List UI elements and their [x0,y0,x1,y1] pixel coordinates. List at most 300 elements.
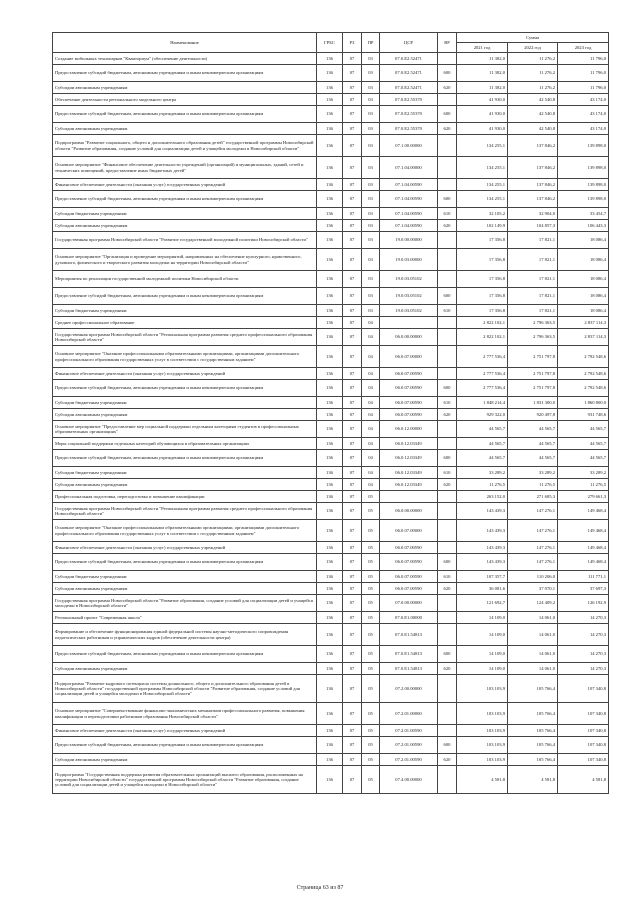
row-2022: 11 276,2 [508,65,558,82]
row-2021: 41 930,0 [457,106,508,123]
row-grbs: 136 [317,450,343,467]
row-grbs: 136 [317,380,343,397]
row-csr: 06.0.07.00000 [380,346,438,368]
table-row [53,663,609,675]
row-grbs: 136 [317,191,343,208]
row-2022: 105 766,4 [508,737,558,754]
row-2021: 107 357,7 [457,571,508,583]
row-rz: 07 [343,624,362,646]
row-name: Субсидии автономным учреждениям [53,754,317,766]
row-2022: 2 751 797,8 [508,380,558,397]
row-csr: 06.0.07.00590 [380,554,438,571]
table-row [53,646,609,663]
row-vr [438,675,457,703]
row-grbs: 136 [317,479,343,491]
table-row [53,491,609,503]
row-2021: 33 289,2 [457,467,508,479]
row-name: Предоставление субсидий бюджетным, автономным учреждениям и иным некоммерческим организациям [53,106,317,123]
row-2023: 18 086,4 [558,232,609,249]
row-2022: 137 846,2 [508,135,558,157]
row-csr: 07.0.00.00000 [380,595,438,612]
row-2023: 11 276,5 [558,479,609,491]
row-name: Предоставление субсидий бюджетным, автономным учреждениям и иным некоммерческим организациям [53,288,317,305]
row-name: Финансовое обеспечение деятельности (оказания услуг) государственных учреждений [53,368,317,380]
row-csr: 19.0.03.05102 [380,305,438,317]
row-2021: 11 382,0 [457,82,508,94]
row-2023: 2 837 114,3 [558,329,609,346]
table-row [53,675,609,703]
header-year-2022: 2022 год [508,43,558,53]
row-2021: 14 109,0 [457,663,508,675]
row-pr: 03 [362,208,380,220]
row-vr [438,725,457,737]
row-2022: 44 565,7 [508,421,558,438]
row-grbs: 136 [317,595,343,612]
row-pr: 05 [362,754,380,766]
row-2023: 44 565,7 [558,438,609,450]
row-csr: 06.0.07.00590 [380,542,438,554]
row-rz: 07 [343,467,362,479]
row-pr: 04 [362,397,380,409]
table-row [53,409,609,421]
row-2021: 143 439,3 [457,520,508,542]
row-name: Подпрограмма "Государственная поддержка развития образовательных организаций высшего образования, расположенных на территории Новосибирской области" государственной программы Новосибирской области "Развитие образования, создание условий для социализации детей и учащейся молодежи в Новосибирской области" [53,766,317,794]
row-rz: 07 [343,663,362,675]
table-row [53,612,609,624]
row-vr [438,317,457,329]
row-grbs: 136 [317,542,343,554]
row-vr: 600 [438,554,457,571]
row-pr: 03 [362,53,380,65]
row-grbs: 136 [317,646,343,663]
row-grbs: 136 [317,179,343,191]
row-pr: 03 [362,179,380,191]
row-vr: 600 [438,737,457,754]
row-vr [438,94,457,106]
row-pr: 04 [362,380,380,397]
row-rz: 07 [343,271,362,288]
row-pr: 05 [362,646,380,663]
row-csr: 07.0.E2.55370 [380,94,438,106]
row-name: Субсидии автономным учреждениям [53,479,317,491]
table-row [53,179,609,191]
row-vr [438,595,457,612]
row-vr [438,232,457,249]
row-2022: 2 796 363,5 [508,317,558,329]
row-vr [438,329,457,346]
row-pr: 05 [362,491,380,503]
row-name: Субсидии бюджетным учреждениям [53,397,317,409]
table-row [53,82,609,94]
row-pr: 03 [362,191,380,208]
table-row [53,232,609,249]
row-rz: 07 [343,737,362,754]
row-grbs: 136 [317,94,343,106]
row-grbs: 136 [317,409,343,421]
row-2023: 37 697,3 [558,583,609,595]
row-pr: 03 [362,271,380,288]
row-csr: 06.0.12.00000 [380,421,438,438]
row-grbs: 136 [317,249,343,271]
row-2021: 103 103,9 [457,703,508,725]
row-2023: 2 792 548,6 [558,368,609,380]
row-grbs: 136 [317,725,343,737]
row-vr [438,271,457,288]
row-rz: 07 [343,94,362,106]
row-rz: 07 [343,82,362,94]
row-2022: 920 497,8 [508,409,558,421]
row-2021: 929 322,0 [457,409,508,421]
row-name: Предоставление субсидий бюджетным, автономным учреждениям и иным некоммерческим организациям [53,191,317,208]
table-header [53,33,609,53]
table-row [53,725,609,737]
row-rz: 07 [343,754,362,766]
row-name: Субсидии бюджетным учреждениям [53,467,317,479]
row-2023: 279 661,3 [558,491,609,503]
row-rz: 07 [343,380,362,397]
row-name: Субсидии автономным учреждениям [53,82,317,94]
table-row [53,380,609,397]
row-2022: 147 276,1 [508,554,558,571]
table-row [53,329,609,346]
row-2022: 42 540,8 [508,94,558,106]
row-2021: 11 276,5 [457,479,508,491]
row-grbs: 136 [317,135,343,157]
row-csr [380,317,438,329]
row-2022: 42 540,8 [508,106,558,123]
row-2022: 2 751 797,8 [508,346,558,368]
row-2023: 107 340,8 [558,754,609,766]
row-rz: 07 [343,135,362,157]
table-row [53,624,609,646]
row-csr: 07.1.04.00590 [380,191,438,208]
row-csr: 07.1.04.00590 [380,220,438,232]
table-row [53,737,609,754]
row-csr: 06.0.07.00590 [380,380,438,397]
row-csr: 07.0.E2.52471 [380,65,438,82]
row-csr: 07.1.00.00000 [380,135,438,157]
row-2023: 107 340,8 [558,703,609,725]
row-name: Основное мероприятие "Финансовое обеспечение деятельности учреждений (организаций) и муниципальных, зданий, сетей и технических помещений, предоставление иных бюджетных детей" [53,157,317,179]
row-2023: 149 468,4 [558,503,609,520]
row-csr: 07.2.01.00590 [380,737,438,754]
document-page [52,32,608,794]
row-csr: 07.0.E2.55370 [380,106,438,123]
row-vr: 610 [438,571,457,583]
row-grbs: 136 [317,288,343,305]
row-csr: 06.0.07.00590 [380,368,438,380]
row-pr: 03 [362,123,380,135]
row-2021: 1 848 214,4 [457,397,508,409]
row-csr: 07.0.E1.54813 [380,663,438,675]
row-rz: 07 [343,675,362,703]
table-row [53,438,609,450]
row-csr: 07.1.04.00590 [380,208,438,220]
row-grbs: 136 [317,123,343,135]
row-csr: 19.0.00.00000 [380,232,438,249]
row-csr: 07.2.00.00000 [380,675,438,703]
row-grbs: 136 [317,305,343,317]
row-2022: 32 904,0 [508,208,558,220]
row-2021: 44 565,7 [457,438,508,450]
row-2021: 41 930,0 [457,123,508,135]
row-2023: 43 174,0 [558,123,609,135]
row-rz: 07 [343,595,362,612]
row-pr: 05 [362,503,380,520]
row-2022: 110 206,0 [508,571,558,583]
table-row [53,368,609,380]
row-vr [438,421,457,438]
row-grbs: 136 [317,397,343,409]
row-vr [438,491,457,503]
row-2021: 143 439,3 [457,503,508,520]
row-2022: 33 289,2 [508,467,558,479]
row-name: Субсидии автономным учреждениям [53,409,317,421]
row-2023: 43 174,0 [558,106,609,123]
header-pr: ПР [362,33,380,53]
row-2021: 17 356,8 [457,271,508,288]
row-grbs: 136 [317,329,343,346]
table-row [53,271,609,288]
row-grbs: 136 [317,467,343,479]
row-2022: 137 846,2 [508,157,558,179]
row-grbs: 136 [317,220,343,232]
row-2023: 4 581,8 [558,766,609,794]
row-vr: 620 [438,82,457,94]
table-row [53,703,609,725]
row-pr: 05 [362,554,380,571]
row-grbs: 136 [317,754,343,766]
row-2022: 17 821,1 [508,249,558,271]
row-rz: 07 [343,397,362,409]
row-2023: 14 270,3 [558,612,609,624]
row-2022: 17 821,1 [508,271,558,288]
table-row [53,421,609,438]
table-row [53,106,609,123]
row-vr: 600 [438,450,457,467]
page-number: Страница 63 из 87 [296,885,344,891]
row-2022: 44 565,7 [508,450,558,467]
row-2023: 149 468,4 [558,554,609,571]
row-name: Основное мероприятие "Организация и проведение мероприятий, направленных на обеспечение культурного, нравственного, духовного, физического и творческого развития молодежи на территории Новосибирской области" [53,249,317,271]
row-grbs: 136 [317,571,343,583]
row-2021: 103 103,9 [457,737,508,754]
row-2022: 271 685,3 [508,491,558,503]
row-pr: 05 [362,737,380,754]
row-rz: 07 [343,421,362,438]
row-csr: 07.0.E2.52471 [380,82,438,94]
row-name: Субсидии автономным учреждениям [53,583,317,595]
table-row [53,766,609,794]
row-name: Субсидии автономным учреждениям [53,123,317,135]
table-row [53,554,609,571]
row-pr: 05 [362,725,380,737]
row-csr: 07.0.E2.55370 [380,123,438,135]
row-vr [438,766,457,794]
table-row [53,754,609,766]
row-2021: 2 822 102,1 [457,317,508,329]
row-pr: 04 [362,409,380,421]
row-vr [438,53,457,65]
row-vr [438,703,457,725]
row-2023: 44 565,7 [558,450,609,467]
row-pr: 03 [362,106,380,123]
row-grbs: 136 [317,612,343,624]
row-2022: 14 061,0 [508,646,558,663]
row-2023: 18 086,4 [558,249,609,271]
row-pr: 04 [362,421,380,438]
row-pr: 05 [362,542,380,554]
row-2021: 17 356,8 [457,288,508,305]
row-rz: 07 [343,479,362,491]
row-name: Предоставление субсидий бюджетным, автономным учреждениям и иным некоммерческим организациям [53,737,317,754]
table-row [53,503,609,520]
row-grbs: 136 [317,737,343,754]
row-name: Государственная программа Новосибирской области "Развитие образования, создание условий для социализации детей и учащейся молодежи в Новосибирской области" [53,595,317,612]
row-pr: 04 [362,467,380,479]
row-2023: 126 192,9 [558,595,609,612]
row-2023: 33 289,2 [558,467,609,479]
row-2023: 111 771,1 [558,571,609,583]
row-2022: 137 846,2 [508,179,558,191]
row-2022: 11 276,5 [508,479,558,491]
row-vr [438,157,457,179]
table-row [53,305,609,317]
row-pr: 03 [362,232,380,249]
row-csr: 06.0.07.00590 [380,409,438,421]
row-2022: 14 061,0 [508,612,558,624]
row-2023: 106 443,3 [558,220,609,232]
row-2021: 134 255,1 [457,135,508,157]
row-2022: 17 821,1 [508,232,558,249]
table-row [53,220,609,232]
row-name: Субсидии бюджетным учреждениям [53,305,317,317]
row-rz: 07 [343,491,362,503]
row-2022: 104 857,3 [508,220,558,232]
row-2022: 105 766,4 [508,703,558,725]
row-pr: 04 [362,329,380,346]
row-grbs: 136 [317,503,343,520]
table-row [53,346,609,368]
row-2022: 14 061,0 [508,663,558,675]
row-rz: 07 [343,725,362,737]
header-year-2021: 2021 год [457,43,508,53]
row-pr: 05 [362,612,380,624]
table-row [53,65,609,82]
row-csr: 19.0.03.05102 [380,288,438,305]
row-csr: 07.4.00.00000 [380,766,438,794]
table-row [53,208,609,220]
row-2022: 147 276,1 [508,503,558,520]
row-grbs: 136 [317,65,343,82]
row-csr: 07.1.04.00590 [380,179,438,191]
row-name: Финансовое обеспечение деятельности (оказания услуг) государственных учреждений [53,725,317,737]
row-name: Основное мероприятие "Оказание профессиональными образовательными организациями, организациями дополнительного профессионального образования государственных услуг в соответствии с государственным заданием" [53,520,317,542]
row-2022: 11 276,2 [508,82,558,94]
row-2021: 32 105,2 [457,208,508,220]
row-pr: 04 [362,346,380,368]
row-2022: 124 409,2 [508,595,558,612]
row-2023: 2 792 548,6 [558,380,609,397]
row-2021: 263 152,0 [457,491,508,503]
row-grbs: 136 [317,271,343,288]
row-2021: 134 255,1 [457,179,508,191]
row-vr [438,179,457,191]
row-2022: 137 846,2 [508,191,558,208]
header-vr: ВР [438,33,457,53]
row-2023: 107 340,8 [558,675,609,703]
row-vr: 610 [438,397,457,409]
row-name: Подпрограмма "Развитие кадрового потенциала системы дошкольного, общего и дополнительного образования детей в Новосибирской области" государственной программы Новосибирской области "Развитие образования, создание условий для социализации детей и учащейся молодежи в Новосибирской области" [53,675,317,703]
row-vr [438,249,457,271]
row-pr: 03 [362,157,380,179]
row-csr: 06.0.12.03349 [380,450,438,467]
row-csr: 06.0.12.03349 [380,479,438,491]
row-2021: 17 356,8 [457,232,508,249]
row-rz: 07 [343,106,362,123]
row-2023: 33 454,7 [558,208,609,220]
row-grbs: 136 [317,208,343,220]
row-name: Предоставление субсидий бюджетным, автономным учреждениям и иным некоммерческим организациям [53,646,317,663]
row-2023: 931 748,6 [558,409,609,421]
row-pr: 04 [362,368,380,380]
row-csr [380,491,438,503]
row-pr: 05 [362,675,380,703]
row-rz: 07 [343,450,362,467]
row-2022: 105 766,4 [508,754,558,766]
row-pr: 03 [362,305,380,317]
row-grbs: 136 [317,491,343,503]
row-2021: 134 255,1 [457,191,508,208]
row-2021: 17 356,8 [457,305,508,317]
row-csr: 07.0.E1.54813 [380,624,438,646]
row-2021: 103 103,9 [457,675,508,703]
row-grbs: 136 [317,766,343,794]
row-rz: 07 [343,317,362,329]
row-vr: 620 [438,220,457,232]
row-2023: 14 270,3 [558,663,609,675]
row-csr: 06.0.07.00590 [380,583,438,595]
row-2023: 1 860 800,0 [558,397,609,409]
row-vr [438,624,457,646]
row-2022: 11 276,2 [508,53,558,65]
row-2022: 17 821,1 [508,288,558,305]
row-vr: 620 [438,583,457,595]
row-pr: 04 [362,479,380,491]
row-csr: 07.2.01.00000 [380,703,438,725]
header-csr: ЦСР [380,33,438,53]
table-row [53,583,609,595]
table-row [53,94,609,106]
table-row [53,123,609,135]
row-name: Среднее профессиональное образование [53,317,317,329]
row-2022: 4 581,8 [508,766,558,794]
row-pr: 03 [362,94,380,106]
row-2021: 14 109,0 [457,612,508,624]
row-vr: 610 [438,208,457,220]
row-2021: 14 109,0 [457,624,508,646]
row-2023: 11 796,0 [558,65,609,82]
row-name: Обеспечение деятельности регионального модельного центра [53,94,317,106]
row-rz: 07 [343,179,362,191]
row-csr: 06.0.07.00590 [380,571,438,583]
row-2022: 17 821,1 [508,305,558,317]
row-2021: 44 565,7 [457,450,508,467]
row-2023: 139 898,0 [558,179,609,191]
row-rz: 07 [343,646,362,663]
row-rz: 07 [343,232,362,249]
row-2023: 18 086,4 [558,305,609,317]
